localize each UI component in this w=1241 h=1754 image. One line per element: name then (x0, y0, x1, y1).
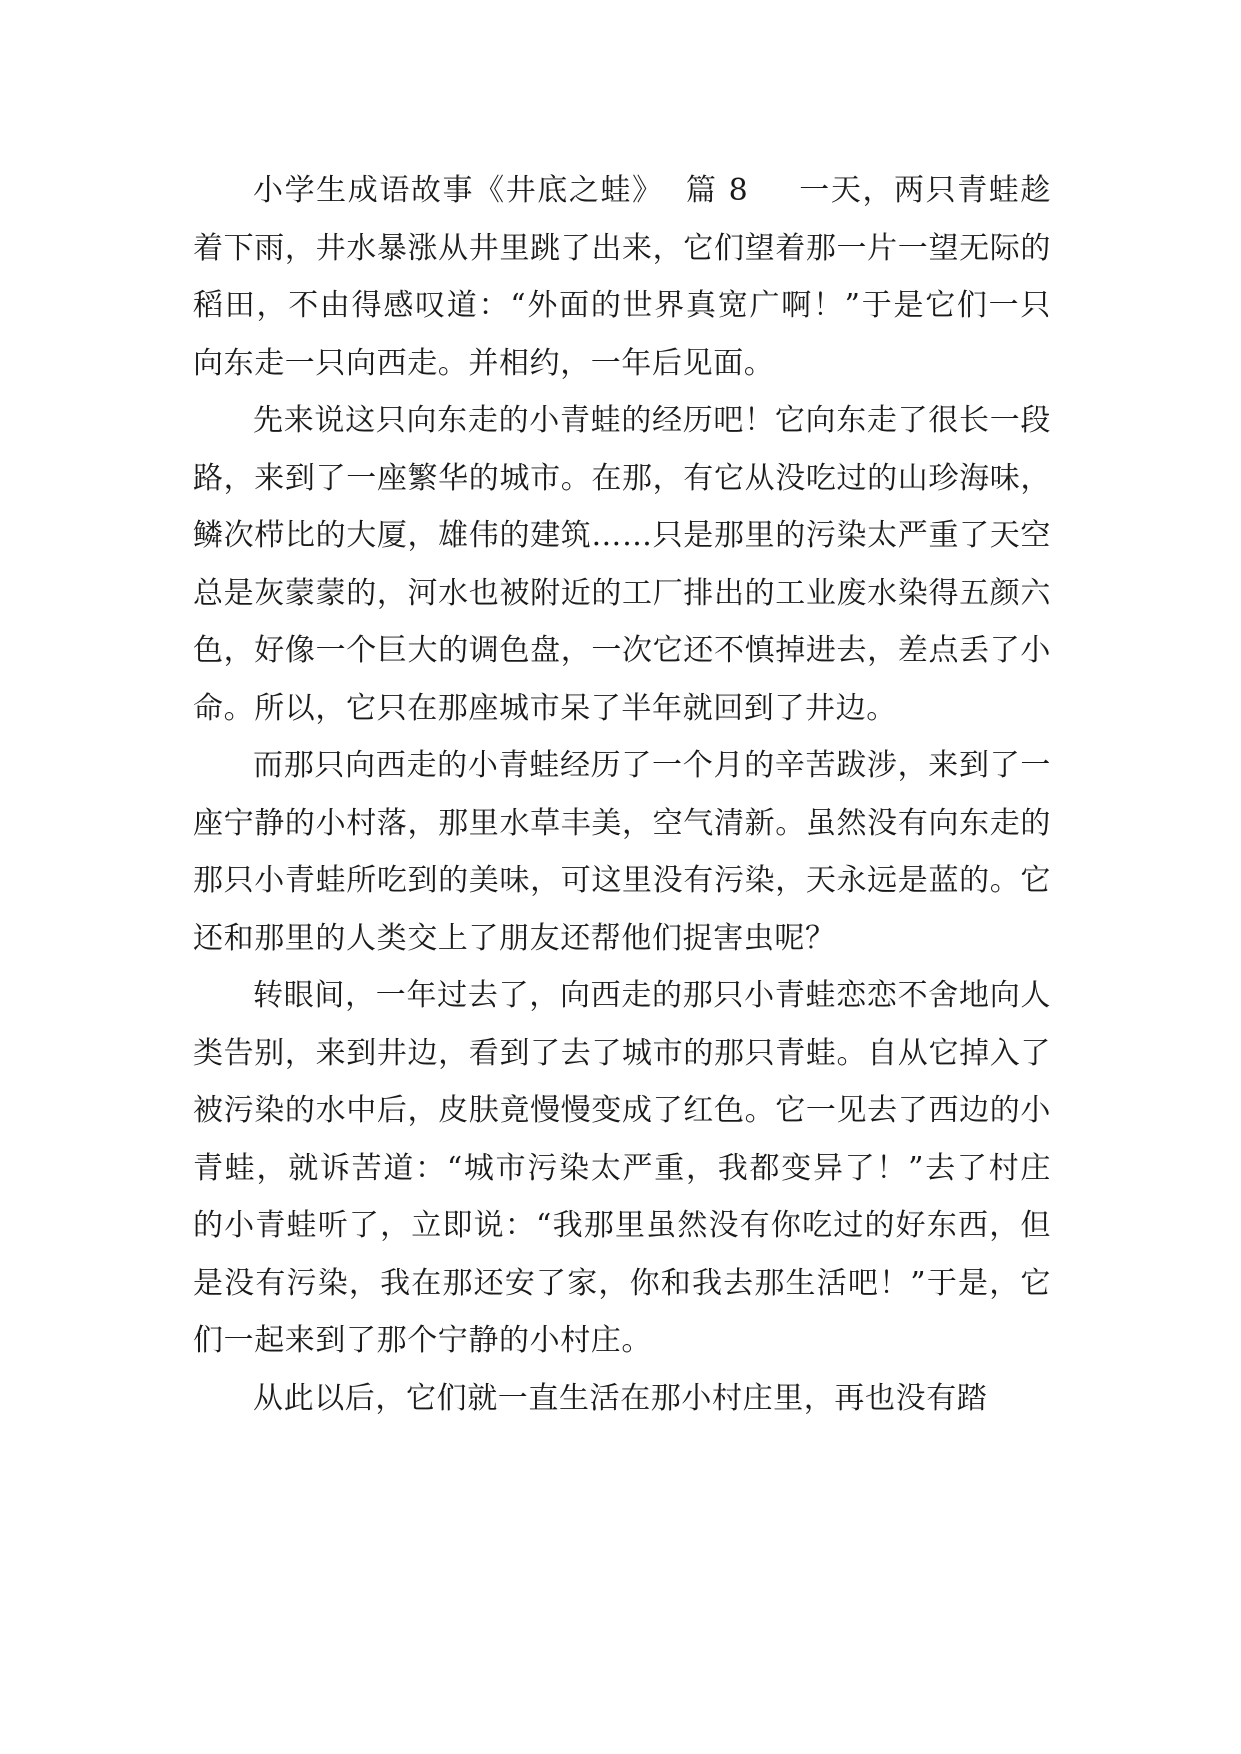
paragraph-5: 从此以后，它们就一直生活在那小村庄里，再也没有踏 (253, 1380, 988, 1416)
title-gap (664, 173, 686, 208)
paragraph-1-text: 一天，两只青蛙趁着下雨，井水暴涨从井里跳了出来，它们望着那一片一望无际的稻田，不由得感叹道：“外面的世界真宽广啊！”于是它们一只向东走一只向西走。并相约，一年后见面。 (193, 173, 1051, 381)
paragraph-3: 而那只向西走的小青蛙经历了一个月的辛苦跋涉，来到了一座宁静的小村落，那里水草丰美，空气清新。虽然没有向东走的那只小青蛙所吃到的美味，可这里没有污染，天永远是蓝的。它还和那里的人类交上了朋友还帮他们捉害虫呢？ (193, 748, 1051, 956)
paragraph-1 (193, 162, 1051, 392)
section-label: 篇 8 (685, 173, 749, 208)
document-body (193, 162, 1051, 1427)
paragraph-4: 转眼间，一年过去了，向西走的那只小青蛙恋恋不舍地向人类告别，来到井边，看到了去了城市的那只青蛙。自从它掉入了被污染的水中后，皮肤竟慢慢变成了红色。它一见去了西边的小青蛙，就诉苦道：“城市污染太严重，我都变异了！”去了村庄的小青蛙听了，立即说：“我那里虽然没有你吃过的好东西，但是没有污染，我在那还安了家，你和我去那生活吧！”于是，它们一起来到了那个宁静的小村庄。 (193, 978, 1051, 1358)
paragraph-2: 先来说这只向东走的小青蛙的经历吧！它向东走了很长一段路，来到了一座繁华的城市。在那，有它从没吃过的山珍海味，鳞次栉比的大厦，雄伟的建筑……只是那里的污染太严重了天空总是灰蒙蒙的，河水也被附近的工厂排出的工业废水染得五颜六色，好像一个巨大的调色盘，一次它还不慎掉进去，差点丢了小命。所以，它只在那座城市呆了半年就回到了井边。 (193, 403, 1051, 726)
document-title: 小学生成语故事《井底之蛙》 (253, 173, 664, 208)
